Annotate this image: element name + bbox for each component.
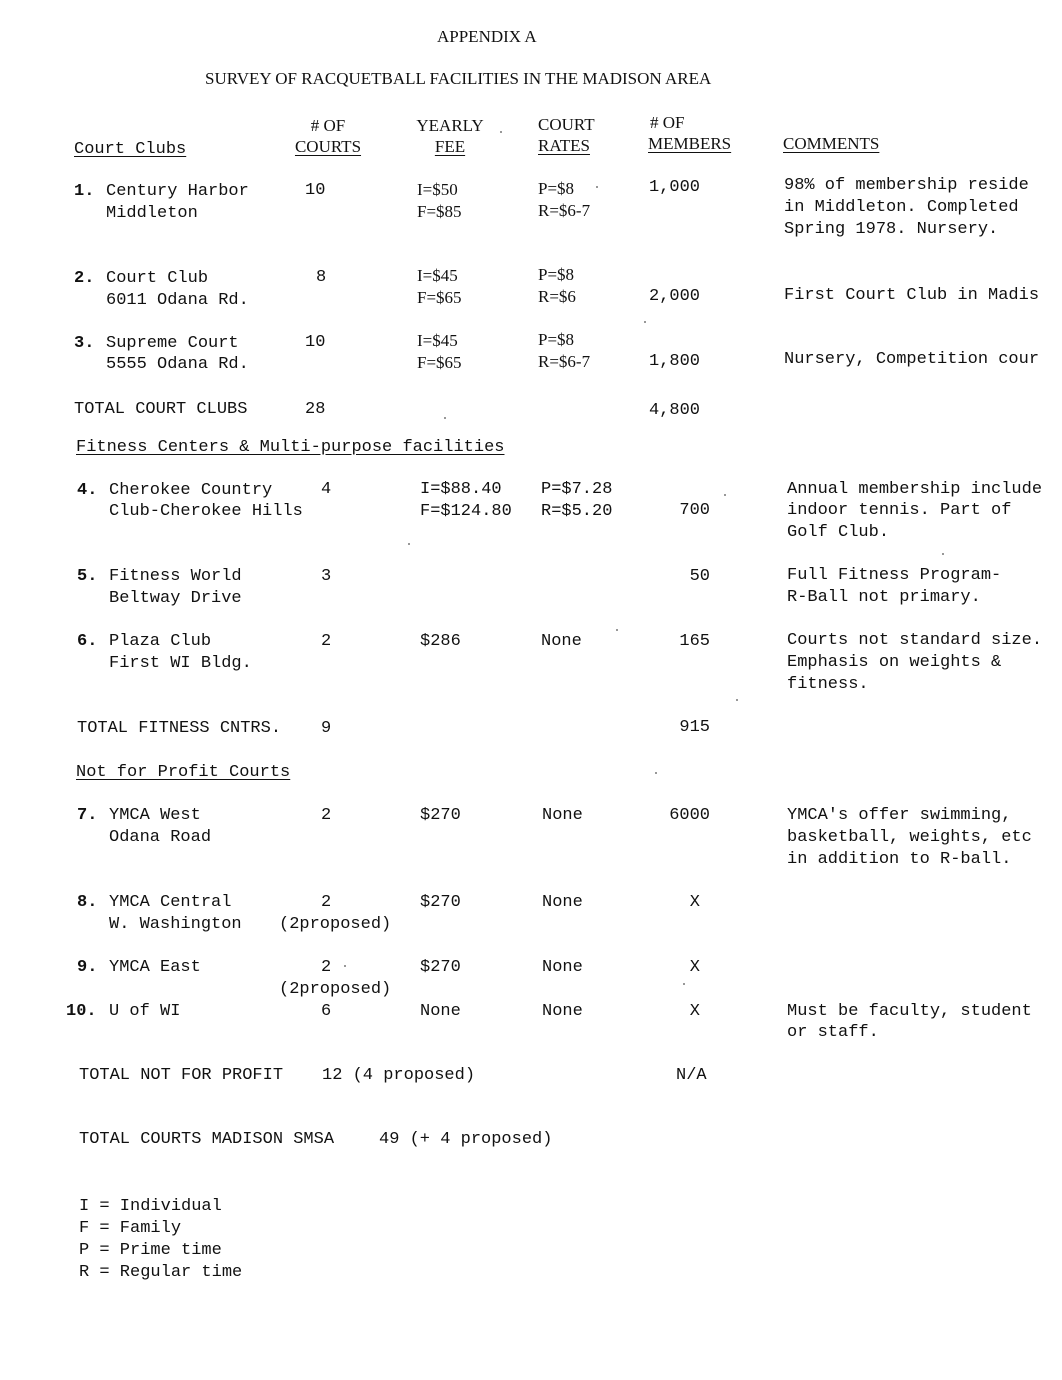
members-count: 50	[689, 567, 710, 586]
facility-location: First WI Bldg.	[109, 654, 252, 673]
comment-line: indoor tennis. Part of	[787, 501, 1012, 520]
total-members: 915	[679, 718, 710, 737]
comment-line: YMCA's offer swimming,	[787, 806, 1012, 825]
facility-location: Odana Road	[109, 828, 212, 847]
section-court-clubs: Court Clubs	[74, 140, 187, 159]
row-number: 3.	[74, 334, 95, 353]
total-members: N/A	[676, 1066, 707, 1085]
members-count: X	[689, 958, 700, 977]
section-not-for-profit: Not for Profit Courts	[76, 763, 291, 782]
courts-count: 2	[321, 893, 332, 912]
facility-location: Beltway Drive	[109, 589, 242, 608]
row-number: 1.	[74, 182, 95, 201]
members-count: 6000	[669, 806, 710, 825]
total-label: TOTAL FITNESS CNTRS.	[77, 719, 282, 738]
facility-location: Club-Cherokee Hills	[109, 502, 303, 521]
members-count: 1,000	[649, 178, 701, 197]
members-count: 2,000	[649, 287, 701, 306]
scan-speck	[724, 494, 726, 496]
comment-line: Nursery, Competition cour	[784, 350, 1040, 369]
row-number: 10.	[66, 1002, 97, 1021]
yearly-fee: $286	[420, 632, 461, 651]
row-number: 6.	[77, 632, 98, 651]
fee-individual: I=$45	[417, 266, 458, 285]
page-title: SURVEY OF RACQUETBALL FACILITIES IN THE MADISON AREA	[205, 69, 712, 88]
court-rate: None	[542, 958, 583, 977]
courts-count: 10	[305, 333, 326, 352]
courts-count: 8	[316, 268, 327, 287]
comment-line: 98% of membership reside	[784, 176, 1029, 195]
comment-line: Emphasis on weights &	[787, 653, 1002, 672]
col-courts-line1: # OF	[310, 116, 346, 135]
members-count: 165	[679, 632, 710, 651]
row-number: 8.	[77, 893, 98, 912]
scan-speck	[736, 699, 738, 701]
courts-count: 2	[321, 806, 332, 825]
facility-name: Court Club	[106, 269, 209, 288]
scan-speck	[344, 965, 346, 967]
scan-speck	[596, 186, 598, 188]
col-members-line2: MEMBERS	[648, 134, 732, 153]
comment-line: Annual membership include	[787, 480, 1043, 499]
facility-location: 6011 Odana Rd.	[106, 291, 249, 310]
rate-regular: R=$6	[538, 287, 576, 306]
facility-name: YMCA Central	[109, 893, 232, 912]
members-count: 1,800	[649, 352, 701, 371]
scan-speck	[644, 321, 646, 323]
fee-family: F=$124.80	[420, 502, 512, 521]
courts-count: 4	[321, 480, 332, 499]
total-courts: 49 (+ 4 proposed)	[379, 1130, 553, 1149]
fee-family: F=$85	[417, 202, 462, 221]
legend-item: I = Individual	[79, 1197, 222, 1216]
col-rates-line2: RATES	[538, 136, 590, 155]
facility-name: YMCA West	[109, 806, 201, 825]
yearly-fee: $270	[420, 893, 461, 912]
facility-name: Fitness World	[109, 567, 242, 586]
fee-family: F=$65	[417, 288, 462, 307]
row-number: 2.	[74, 269, 95, 288]
facility-location: Middleton	[106, 204, 198, 223]
comment-line: in Middleton. Completed	[784, 198, 1019, 217]
total-label: TOTAL COURT CLUBS	[74, 400, 248, 419]
row-number: 7.	[77, 806, 98, 825]
row-number: 5.	[77, 567, 98, 586]
scan-speck	[683, 983, 685, 985]
yearly-fee: None	[420, 1002, 461, 1021]
total-label: TOTAL NOT FOR PROFIT	[79, 1066, 284, 1085]
section-fitness: Fitness Centers & Multi-purpose facilities	[76, 438, 505, 457]
scan-speck	[655, 772, 657, 774]
scan-speck	[444, 417, 446, 419]
comment-line: fitness.	[787, 675, 869, 694]
courts-count: 10	[305, 181, 326, 200]
col-fee-line1: YEARLY	[416, 116, 484, 135]
facility-name: U of WI	[109, 1002, 181, 1021]
comment-line: R-Ball not primary.	[787, 588, 981, 607]
total-members: 4,800	[649, 401, 701, 420]
facility-name: YMCA East	[109, 958, 201, 977]
comment-line: Full Fitness Program-	[787, 566, 1002, 585]
col-comments: COMMENTS	[783, 134, 880, 153]
row-number: 9.	[77, 958, 98, 977]
courts-proposed-note: (2proposed)	[279, 980, 392, 999]
legend-item: F = Family	[79, 1219, 182, 1238]
rate-regular: R=$5.20	[541, 502, 613, 521]
rate-prime: P=$8	[538, 330, 575, 349]
rate-prime: P=$8	[538, 179, 575, 198]
rate-regular: R=$6-7	[538, 352, 591, 371]
fee-individual: I=$88.40	[420, 480, 502, 499]
rate-regular: R=$6-7	[538, 201, 591, 220]
comment-line: Must be faculty, student	[787, 1002, 1032, 1021]
facility-location: 5555 Odana Rd.	[106, 355, 249, 374]
comment-line: basketball, weights, etc	[787, 828, 1032, 847]
total-label: TOTAL COURTS MADISON SMSA	[79, 1130, 335, 1149]
total-courts: 9	[321, 719, 332, 738]
fee-family: F=$65	[417, 353, 462, 372]
yearly-fee: $270	[420, 806, 461, 825]
court-rate: None	[542, 893, 583, 912]
appendix-label: APPENDIX A	[437, 27, 537, 46]
comment-line: in addition to R-ball.	[787, 850, 1012, 869]
legend-item: P = Prime time	[79, 1241, 222, 1260]
scan-speck	[616, 629, 618, 631]
col-members-line1: # OF	[650, 113, 685, 132]
fee-individual: I=$50	[417, 180, 458, 199]
members-count: X	[689, 893, 700, 912]
courts-count: 3	[321, 567, 332, 586]
scan-speck	[500, 131, 502, 133]
courts-proposed-note: (2proposed)	[279, 915, 392, 934]
courts-count: 2	[321, 632, 332, 651]
members-count: X	[689, 1002, 700, 1021]
court-rate: None	[542, 1002, 583, 1021]
scan-speck	[408, 543, 410, 545]
courts-count: 2	[321, 958, 332, 977]
comment-line: Spring 1978. Nursery.	[784, 220, 999, 239]
scan-speck	[942, 553, 944, 555]
yearly-fee: $270	[420, 958, 461, 977]
total-courts: 28	[305, 400, 326, 419]
col-rates-line1: COURT	[538, 115, 595, 134]
facility-name: Plaza Club	[109, 632, 212, 651]
comment-line: Golf Club.	[787, 523, 890, 542]
rate-prime: P=$7.28	[541, 480, 613, 499]
legend-item: R = Regular time	[79, 1263, 243, 1282]
comment-line: First Court Club in Madis	[784, 286, 1040, 305]
court-rate: None	[542, 806, 583, 825]
total-courts: 12 (4 proposed)	[322, 1066, 476, 1085]
facility-name: Cherokee Country	[109, 481, 273, 500]
col-fee-line2: FEE	[434, 137, 466, 156]
rate-prime: P=$8	[538, 265, 575, 284]
row-number: 4.	[77, 481, 98, 500]
court-rate: None	[541, 632, 582, 651]
col-courts-line2: COURTS	[294, 137, 362, 156]
members-count: 700	[679, 501, 710, 520]
facility-name: Century Harbor	[106, 182, 249, 201]
facility-name: Supreme Court	[106, 334, 239, 353]
facility-location: W. Washington	[109, 915, 242, 934]
comment-line: Courts not standard size.	[787, 631, 1043, 650]
courts-count: 6	[321, 1002, 332, 1021]
fee-individual: I=$45	[417, 331, 458, 350]
comment-line: or staff.	[787, 1023, 879, 1042]
